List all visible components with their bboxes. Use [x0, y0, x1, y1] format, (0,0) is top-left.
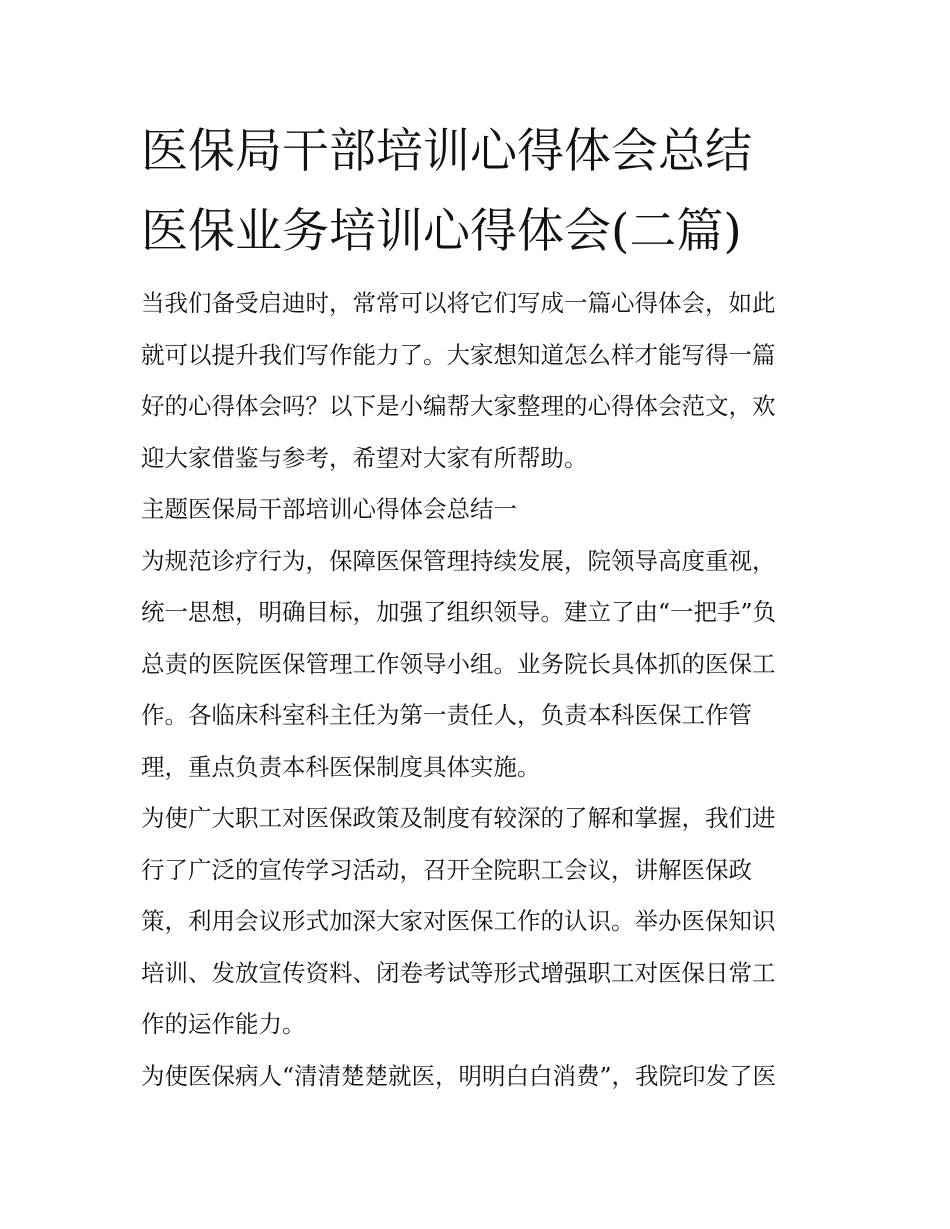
- paragraph-line: 统一思想，明确目标，加强了组织领导。建立了由“一把手”负: [141, 598, 777, 626]
- intro-line: 就可以提升我们写作能力了。大家想知道怎么样才能写得一篇: [141, 340, 776, 369]
- section-heading: 主题医保局干部培训心得体会总结一: [141, 495, 517, 523]
- paragraph-line: 总责的医院医保管理工作领导小组。业务院长具体抓的医保工: [141, 649, 776, 678]
- paragraph-line: 为使医保病人“清清楚楚就医，明明白白消费”，我院印发了医: [141, 1061, 777, 1090]
- document-body: [141, 278, 821, 1102]
- intro-line: 当我们备受启迪时，常常可以将它们写成一篇心得体会，如此: [141, 289, 776, 317]
- paragraph-line: 策，利用会议形式加深大家对医保工作的认识。举办医保知识: [141, 907, 776, 935]
- title-line: 医保局干部培训心得体会总结: [141, 124, 752, 179]
- paragraph-line: 作的运作能力。: [141, 1010, 306, 1038]
- intro-line: 迎大家借鉴与参考，希望对大家有所帮助。: [141, 443, 588, 472]
- paragraph-line: 理，重点负责本科医保制度具体实施。: [141, 752, 541, 781]
- paragraph-line: 培训、发放宣传资料、闭卷考试等形式增强职工对医保日常工: [141, 958, 776, 987]
- paragraph-line: 为规范诊疗行为，保障医保管理持续发展，院领导高度重视，: [141, 546, 776, 575]
- intro-line: 好的心得体会吗？以下是小编帮大家整理的心得体会范文，欢: [141, 392, 776, 420]
- paragraph-line: 作。各临床科室科主任为第一责任人，负责本科医保工作管: [141, 701, 752, 729]
- title-line: 医保业务培训心得体会(二篇): [141, 204, 742, 259]
- paragraph-line: 行了广泛的宣传学习活动，召开全院职工会议，讲解医保政: [141, 855, 752, 884]
- document-title: [141, 112, 821, 272]
- paragraph-line: 为使广大职工对医保政策及制度有较深的了解和掌握，我们进: [141, 804, 776, 832]
- document-content: [141, 112, 821, 1102]
